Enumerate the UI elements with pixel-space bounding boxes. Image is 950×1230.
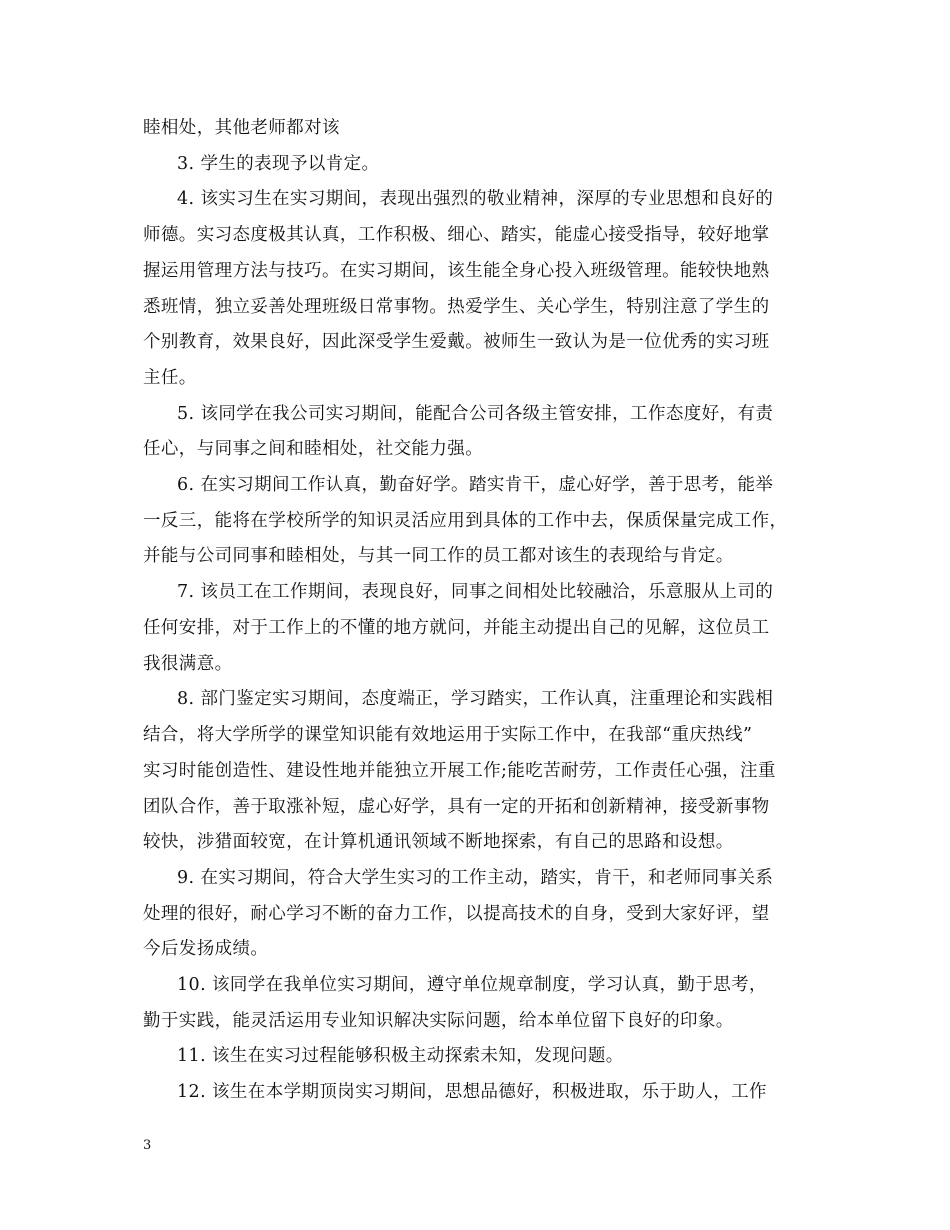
text-line: 我很满意。 <box>143 654 233 674</box>
text-line: 师德。实习态度极其认真，工作积极、细心、踏实，能虚心接受指导，较好地掌 <box>143 225 770 245</box>
text-line: 8. 部门鉴定实习期间，态度端正，学习踏实，工作认真，注重理论和实践相 <box>177 689 774 709</box>
text-line: 并能与公司同事和睦相处，与其一同工作的员工都对该生的表现给与肯定。 <box>143 546 734 566</box>
text-line: 结合，将大学所学的课堂知识能有效地运用于实际工作中，在我部“重庆热线” <box>143 725 753 745</box>
text-line: 12. 该生在本学期顶岗实习期间，思想品德好，积极进取，乐于助人，工作 <box>177 1082 767 1102</box>
text-line: 6. 在实习期间工作认真，勤奋好学。踏实肯干，虚心好学，善于思考，能举 <box>177 475 774 495</box>
text-line: 今后发扬成绩。 <box>143 939 269 959</box>
text-line: 主任。 <box>143 368 197 388</box>
text-line: 睦相处，其他老师都对该 <box>143 118 340 138</box>
text-line: 10. 该同学在我单位实习期间，遵守单位规章制度，学习认真，勤于思考， <box>177 975 767 995</box>
text-line: 3. 学生的表现予以肯定。 <box>177 154 380 174</box>
text-line: 实习时能创造性、建设性地并能独立开展工作;能吃苦耐劳，工作责任心强，注重 <box>143 761 776 781</box>
text-line: 悉班情，独立妥善处理班级日常事物。热爱学生、关心学生，特别注意了学生的 <box>143 297 770 317</box>
text-line: 较快，涉猎面较宽，在计算机通讯领域不断地探索，有自己的思路和设想。 <box>143 832 734 852</box>
text-line: 5. 该同学在我公司实习期间，能配合公司各级主管安排，工作态度好，有责 <box>177 404 774 424</box>
text-line: 团队合作，善于取涨补短，虚心好学，具有一定的开拓和创新精神，接受新事物 <box>143 797 770 817</box>
text-line: 任何安排，对于工作上的不懂的地方就问，并能主动提出自己的见解，这位员工 <box>143 618 770 638</box>
text-line: 一反三，能将在学校所学的知识灵活应用到具体的工作中去，保质保量完成工作， <box>143 511 788 531</box>
text-line: 任心，与同事之间和睦相处，社交能力强。 <box>143 439 484 459</box>
text-line: 4. 该实习生在实习期间，表现出强烈的敬业精神，深厚的专业思想和良好的 <box>177 189 774 209</box>
text-line: 勤于实践，能灵活运用专业知识解决实际问题，给本单位留下良好的印象。 <box>143 1011 734 1031</box>
text-line: 处理的很好，耐心学习不断的奋力工作，以提高技术的自身，受到大家好评，望 <box>143 904 770 924</box>
text-line: 11. 该生在实习过程能够积极主动探索未知，发现问题。 <box>177 1046 624 1066</box>
text-line: 握运用管理方法与技巧。在实习期间，该生能全身心投入班级管理。能较快地熟 <box>143 261 770 281</box>
page-number: 3 <box>143 1138 152 1153</box>
text-line: 7. 该员工在工作期间，表现良好，同事之间相处比较融洽，乐意服从上司的 <box>177 582 774 602</box>
text-line: 9. 在实习期间，符合大学生实习的工作主动，踏实，肯干，和老师同事关系 <box>177 868 774 888</box>
text-line: 个别教育，效果良好，因此深受学生爱戴。被师生一致认为是一位优秀的实习班 <box>143 332 770 352</box>
